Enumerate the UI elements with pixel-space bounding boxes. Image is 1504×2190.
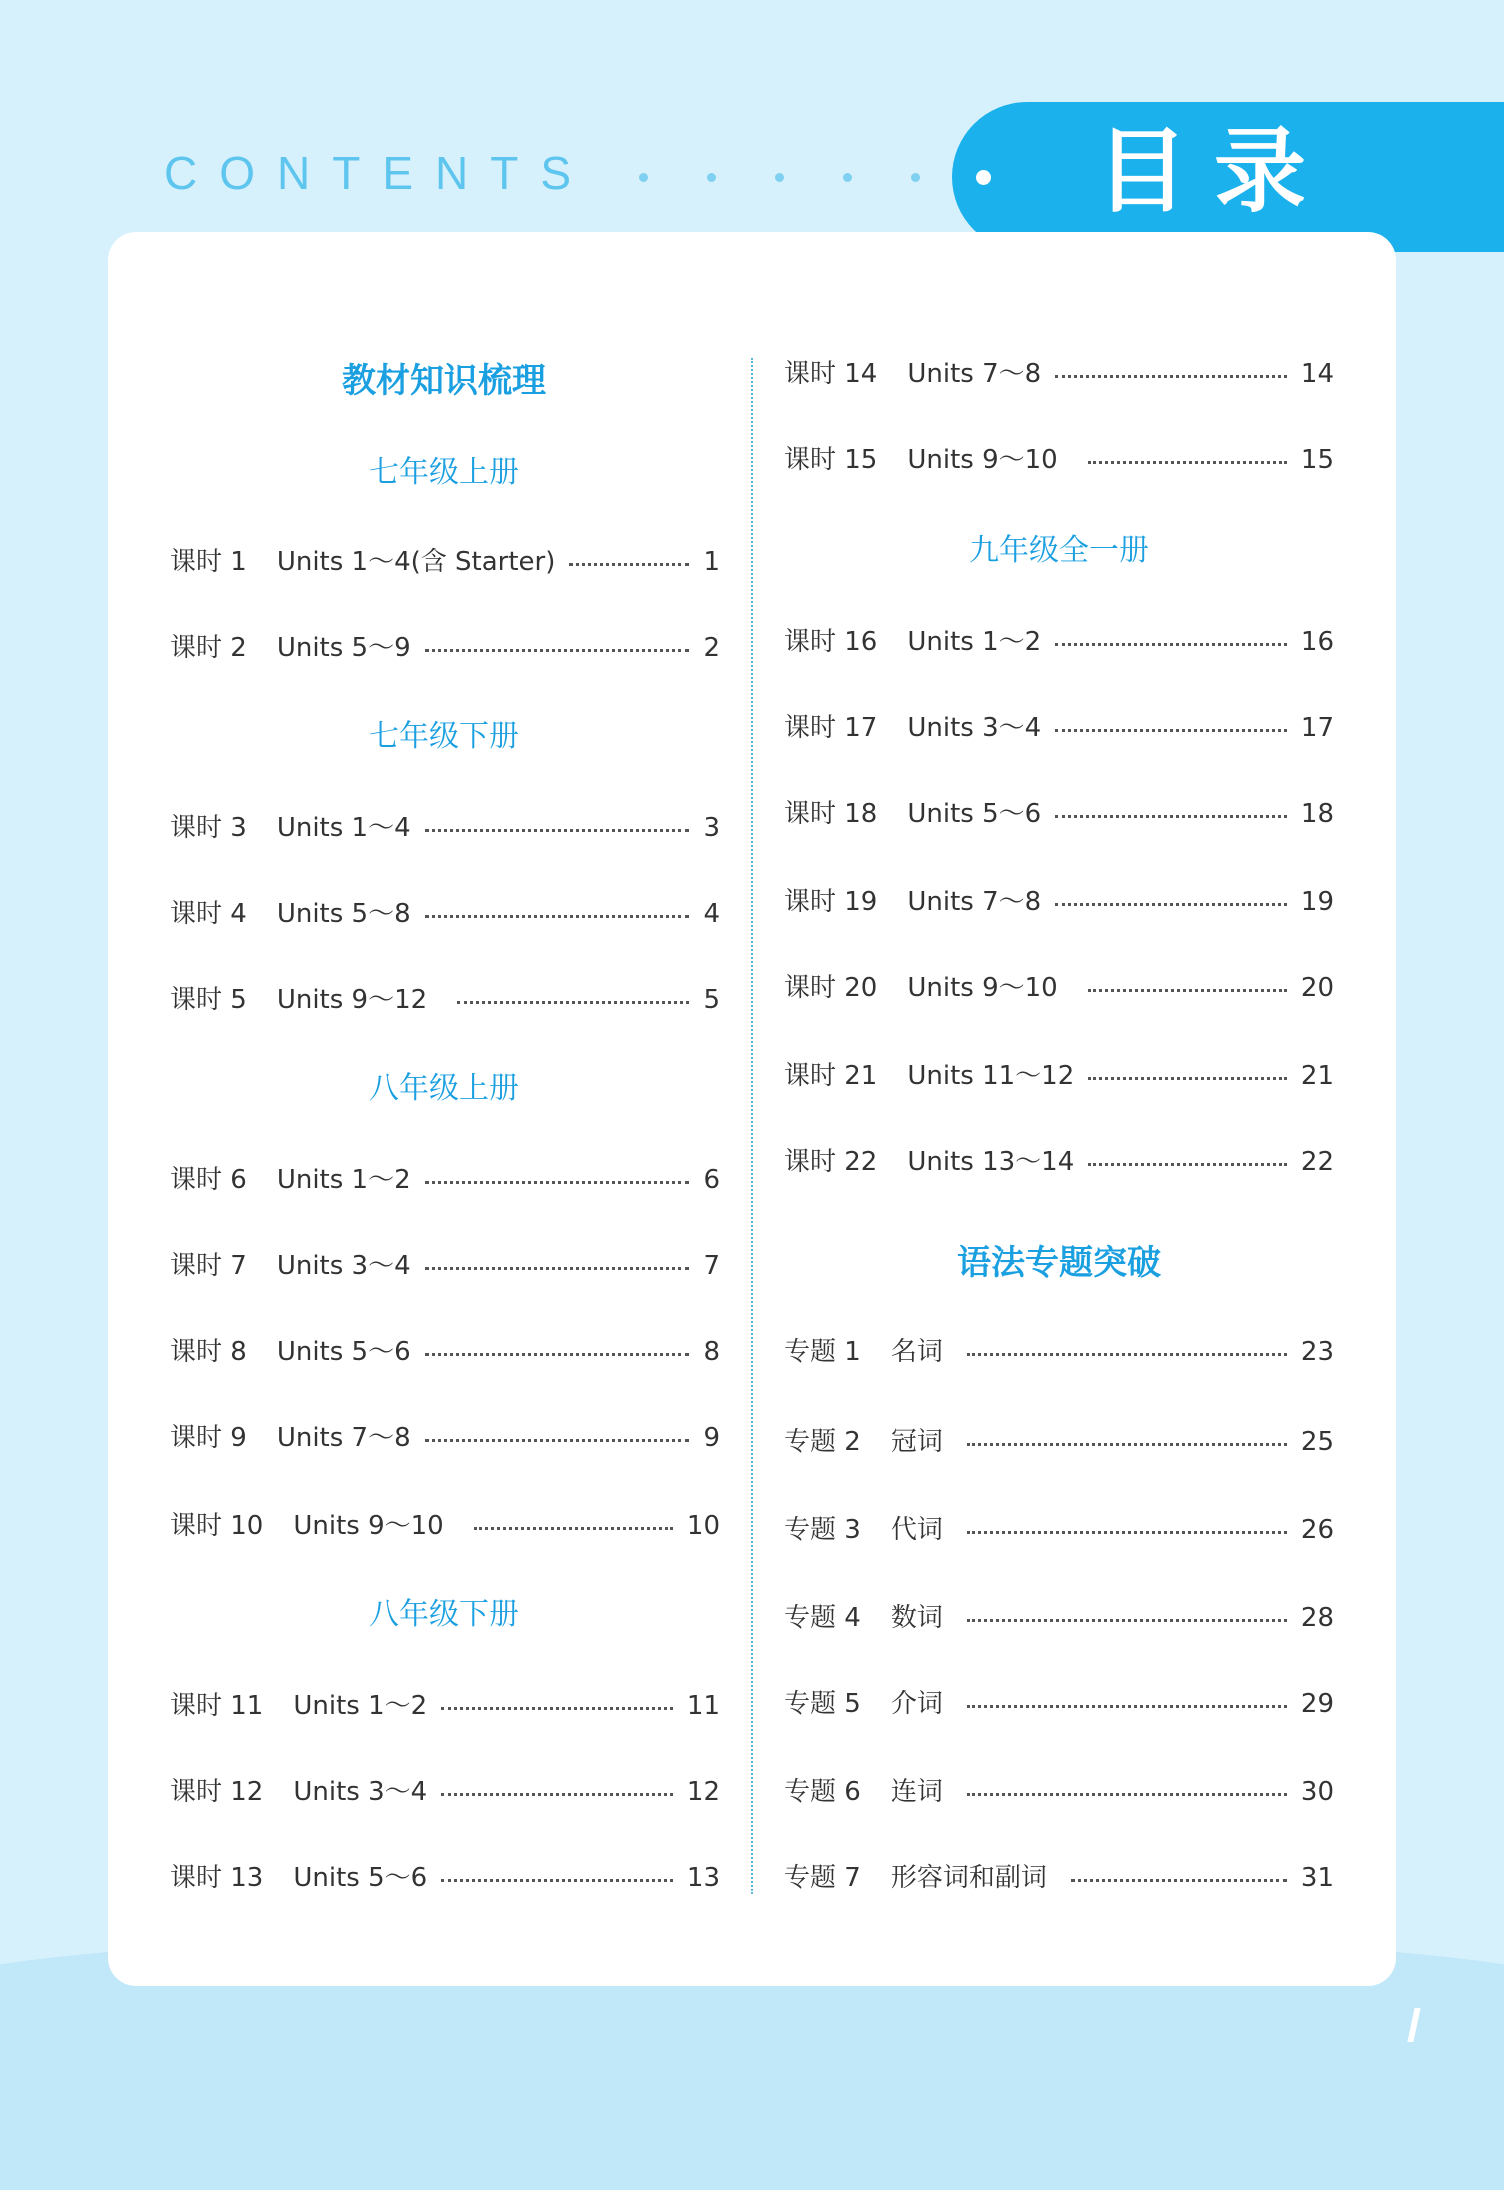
toc-row[interactable]: [784, 1512, 1334, 1548]
row-label: 课时 5: [170, 985, 247, 1015]
toc-row[interactable]: [170, 1248, 720, 1284]
page-number: 19: [1300, 887, 1334, 917]
row-title: Units 3～4: [907, 713, 1042, 743]
dot-leader: [569, 563, 689, 566]
dot-leader: [1088, 989, 1287, 992]
dot-leader: [1088, 461, 1287, 464]
contents-label: CONTENTS: [164, 147, 593, 199]
page-number: 30: [1300, 1777, 1334, 1807]
page-number: 22: [1300, 1147, 1334, 1177]
toc-row[interactable]: [784, 884, 1334, 920]
row-title: Units 9～10: [293, 1511, 444, 1541]
dot-leader: [967, 1793, 1287, 1796]
row-label: 课时 9: [170, 1423, 247, 1453]
row-title: Units 3～4: [293, 1777, 428, 1807]
page-number: 4: [703, 899, 720, 929]
dot-leader: [967, 1353, 1287, 1356]
page-number: 25: [1300, 1427, 1334, 1457]
row-label: 课时 21: [784, 1061, 878, 1091]
grade-heading-7a: 七年级上册: [369, 455, 519, 490]
toc-row[interactable]: [784, 1334, 1334, 1370]
dot-leader: [967, 1443, 1287, 1446]
toc-row[interactable]: [170, 544, 720, 580]
row-label: 课时 10: [170, 1511, 264, 1541]
row-label: 专题 1: [784, 1337, 861, 1367]
row-label: 课时 8: [170, 1337, 247, 1367]
page-number: 17: [1300, 713, 1334, 743]
grade-heading-8a: 八年级上册: [369, 1071, 519, 1106]
dot-leader: [457, 1001, 689, 1004]
toc-row[interactable]: [170, 1162, 720, 1198]
page-number: 14: [1300, 359, 1334, 389]
page-number: 6: [703, 1165, 720, 1195]
dot-leader: [425, 1439, 690, 1442]
row-label: 课时 2: [170, 633, 247, 663]
row-label: 专题 2: [784, 1427, 861, 1457]
row-label: 专题 3: [784, 1515, 861, 1545]
page-number: 16: [1300, 627, 1334, 657]
grade-heading-8b: 八年级下册: [369, 1597, 519, 1632]
row-title: 名词: [890, 1337, 943, 1367]
row-label: 课时 16: [784, 627, 878, 657]
page-number: 8: [703, 1337, 720, 1367]
toc-row[interactable]: [784, 356, 1334, 392]
toc-row[interactable]: [784, 1686, 1334, 1722]
page-number: 11: [686, 1691, 720, 1721]
dot-leader: [1055, 375, 1287, 378]
dot-decoration: [843, 173, 852, 182]
row-title: Units 5～6: [293, 1863, 428, 1893]
row-label: 课时 15: [784, 445, 878, 475]
dot-leader: [1055, 729, 1287, 732]
toc-row[interactable]: [784, 1600, 1334, 1636]
section-title-textbook: 教材知识梳理: [342, 361, 546, 401]
dot-leader: [1055, 903, 1287, 906]
toc-row[interactable]: [170, 982, 720, 1018]
row-title: 形容词和副词: [890, 1863, 1047, 1893]
toc-row[interactable]: [784, 1424, 1334, 1460]
row-title: Units 9～10: [907, 973, 1058, 1003]
row-label: 课时 20: [784, 973, 878, 1003]
row-label: 课时 19: [784, 887, 878, 917]
toc-row[interactable]: [170, 1508, 720, 1544]
row-title: Units 5～6: [907, 799, 1042, 829]
page-number: 13: [686, 1863, 720, 1893]
row-title: Units 1～4(含 Starter): [276, 547, 556, 577]
dot-leader: [1088, 1077, 1287, 1080]
row-title: Units 5～9: [276, 633, 411, 663]
page-number: 20: [1300, 973, 1334, 1003]
page-number: 5: [703, 985, 720, 1015]
page-number: 9: [703, 1423, 720, 1453]
page-number: 10: [686, 1511, 720, 1541]
column-divider: [751, 358, 753, 1894]
toc-row[interactable]: [170, 1860, 720, 1896]
row-title: Units 11～12: [907, 1061, 1075, 1091]
toc-row[interactable]: [784, 1860, 1334, 1896]
page-number: 12: [686, 1777, 720, 1807]
row-label: 课时 3: [170, 813, 247, 843]
dot-decoration: [976, 170, 991, 185]
row-title: Units 1～2: [907, 627, 1042, 657]
dot-leader: [474, 1527, 673, 1530]
row-label: 课时 14: [784, 359, 878, 389]
toc-row[interactable]: [784, 1774, 1334, 1810]
dot-leader: [441, 1707, 673, 1710]
grade-heading-7b: 七年级下册: [369, 719, 519, 754]
page-number: 23: [1300, 1337, 1334, 1367]
page-number: 2: [703, 633, 720, 663]
page-title: 目录: [1096, 118, 1333, 225]
row-title: Units 7～8: [276, 1423, 411, 1453]
row-label: 课时 13: [170, 1863, 264, 1893]
row-title: 连词: [890, 1777, 943, 1807]
dot-leader: [425, 1181, 690, 1184]
dot-leader: [425, 1267, 690, 1270]
dot-leader: [967, 1619, 1287, 1622]
page-number: 7: [703, 1251, 720, 1281]
row-title: Units 7～8: [907, 887, 1042, 917]
dot-leader: [967, 1531, 1287, 1534]
dot-decoration: [911, 173, 920, 182]
row-title: 数词: [890, 1603, 943, 1633]
dot-leader: [967, 1705, 1287, 1708]
toc-row[interactable]: [170, 630, 720, 666]
row-label: 课时 1: [170, 547, 247, 577]
page-number: 3: [703, 813, 720, 843]
row-title: 代词: [890, 1515, 943, 1545]
dot-leader: [1055, 815, 1287, 818]
row-title: Units 7～8: [907, 359, 1042, 389]
dot-leader: [1055, 643, 1287, 646]
page-number: 28: [1300, 1603, 1334, 1633]
row-title: Units 3～4: [276, 1251, 411, 1281]
row-label: 专题 6: [784, 1777, 861, 1807]
dot-leader: [441, 1879, 673, 1882]
row-title: Units 9～12: [276, 985, 428, 1015]
toc-row[interactable]: [170, 810, 720, 846]
dot-leader: [425, 649, 690, 652]
toc-row[interactable]: [784, 796, 1334, 832]
row-label: 课时 6: [170, 1165, 247, 1195]
row-label: 课时 18: [784, 799, 878, 829]
dot-decoration: [639, 173, 648, 182]
page-number: 1: [703, 547, 720, 577]
page-number: 31: [1300, 1863, 1334, 1893]
toc-row[interactable]: [784, 442, 1334, 478]
grade-heading-9: 九年级全一册: [969, 533, 1149, 568]
toc-row[interactable]: [784, 970, 1334, 1006]
page-number: 26: [1300, 1515, 1334, 1545]
row-title: Units 13～14: [907, 1147, 1075, 1177]
row-title: 介词: [890, 1689, 943, 1719]
dot-leader: [425, 1353, 690, 1356]
toc-row[interactable]: [170, 1774, 720, 1810]
row-label: 课时 12: [170, 1777, 264, 1807]
row-label: 课时 11: [170, 1691, 264, 1721]
page-number: 15: [1300, 445, 1334, 475]
dot-leader: [425, 915, 690, 918]
toc-row[interactable]: [170, 1334, 720, 1370]
dot-decoration: [707, 173, 716, 182]
dot-decoration: [775, 173, 784, 182]
toc-row[interactable]: [784, 1144, 1334, 1180]
row-title: 冠词: [890, 1427, 943, 1457]
dot-leader: [1088, 1163, 1287, 1166]
row-label: 专题 4: [784, 1603, 861, 1633]
toc-row[interactable]: [170, 1420, 720, 1456]
row-title: Units 5～8: [276, 899, 411, 929]
row-label: 课时 7: [170, 1251, 247, 1281]
row-label: 专题 5: [784, 1689, 861, 1719]
dot-leader: [1071, 1879, 1287, 1882]
row-title: Units 1～2: [276, 1165, 411, 1195]
section-title-grammar: 语法专题突破: [957, 1243, 1161, 1283]
dot-leader: [425, 829, 690, 832]
row-label: 课时 4: [170, 899, 247, 929]
toc-row[interactable]: [170, 1688, 720, 1724]
toc-row[interactable]: [784, 1058, 1334, 1094]
row-title: Units 9～10: [907, 445, 1058, 475]
row-title: Units 1～2: [293, 1691, 428, 1721]
page-number: 18: [1300, 799, 1334, 829]
row-title: Units 5～6: [276, 1337, 411, 1367]
row-label: 课时 22: [784, 1147, 878, 1177]
toc-row[interactable]: [784, 710, 1334, 746]
page-number: 21: [1300, 1061, 1334, 1091]
toc-row[interactable]: [170, 896, 720, 932]
toc-row[interactable]: [784, 624, 1334, 660]
row-label: 课时 17: [784, 713, 878, 743]
row-title: Units 1～4: [276, 813, 411, 843]
row-label: 专题 7: [784, 1863, 861, 1893]
dot-leader: [441, 1793, 673, 1796]
page-number: 29: [1300, 1689, 1334, 1719]
